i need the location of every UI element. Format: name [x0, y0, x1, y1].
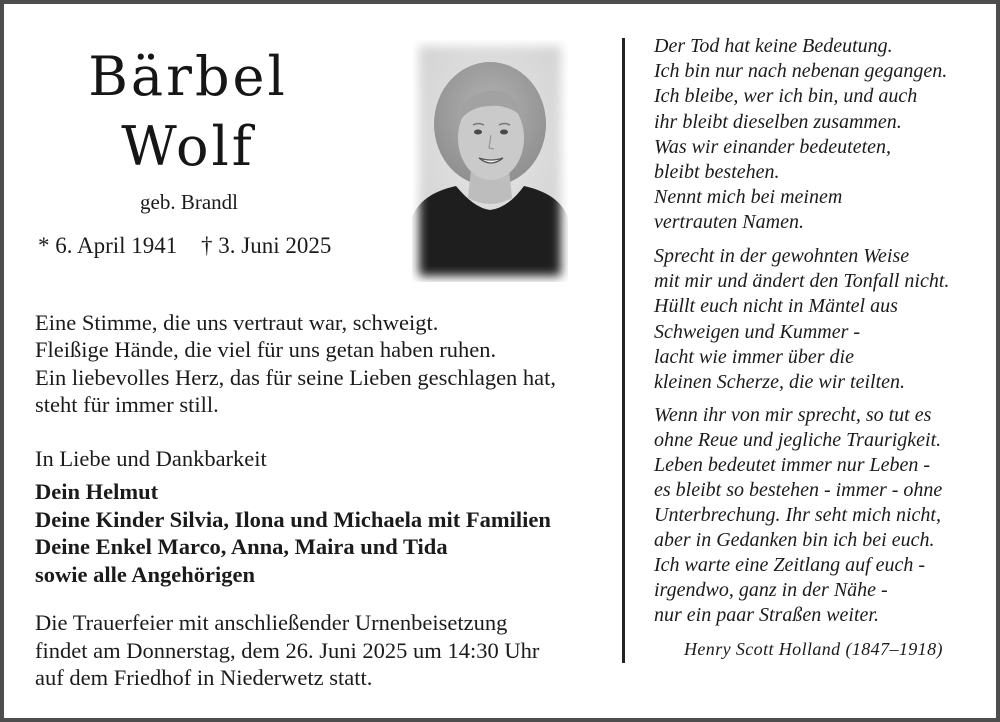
poem-stanza	[654, 403, 942, 628]
column-divider	[622, 38, 625, 663]
poem-line: Sprecht in der gewohnten Weise	[654, 245, 910, 267]
poem-line: Schweigen und Kummer -	[654, 320, 861, 343]
birth-name: geb. Brandl	[140, 190, 238, 214]
poem-line: irgendwo, ganz in der Nähe -	[654, 579, 888, 601]
poem-stanza	[654, 244, 949, 395]
last-name: Wolf	[121, 115, 255, 178]
funeral-line: Die Trauerfeier mit anschließender Urnenbeisetzung	[35, 610, 508, 635]
verse-line: Eine Stimme, die uns vertraut war, schweigt.	[35, 310, 439, 335]
poem-line: nur ein paar Straßen weiter.	[654, 604, 879, 626]
poem-line: bleibt bestehen.	[654, 161, 780, 184]
funeral-line: auf dem Friedhof in Niederwetz statt.	[35, 665, 373, 690]
dedication: In Liebe und Dankbarkeit	[35, 446, 267, 471]
poem-line: vertrauten Namen.	[654, 211, 804, 234]
portrait-photo	[412, 40, 568, 282]
poem-line: Ich warte eine Zeitlang auf euch -	[654, 554, 926, 576]
poem-line: Ich bin nur nach nebenan gegangen.	[654, 60, 948, 83]
funeral-info	[35, 609, 539, 692]
poem-line: lacht wie immer über die	[654, 345, 854, 368]
poem-line: kleinen Scherze, die wir teilten.	[654, 371, 906, 394]
poem-line: es bleibt so bestehen - immer - ohne	[654, 479, 943, 501]
poem-line: Wenn ihr von mir sprecht, so tut es	[654, 404, 932, 426]
first-name: Bärbel	[88, 45, 288, 108]
verse-line: steht für immer still.	[35, 391, 219, 417]
death-date: † 3. Juni 2025	[201, 233, 332, 258]
poem-line: Nennt mich bei meinem	[654, 186, 843, 209]
poem-line: ohne Reue und jegliche Traurigkeit.	[654, 429, 942, 451]
poem-line: Ich bleibe, wer ich bin, und auch	[654, 85, 918, 108]
poem-line: Leben bedeutet immer nur Leben -	[654, 454, 931, 476]
verse-line: Fleißige Hände, die viel für uns getan haben ruhen.	[35, 337, 497, 363]
memorial-verse	[35, 309, 556, 418]
mourner-line: Dein Helmut	[35, 479, 159, 504]
poem-attribution: Henry Scott Holland (1847–1918)	[684, 639, 943, 659]
poem-stanza	[654, 34, 947, 236]
poem-line: Hüllt euch nicht in Mäntel aus	[654, 295, 898, 318]
mourner-line: Deine Enkel Marco, Anna, Maira und Tida	[35, 534, 448, 559]
birth-date: * 6. April 1941	[38, 233, 178, 258]
poem-line: Unterbrechung. Ihr seht mich nicht,	[654, 504, 941, 526]
verse-line: Ein liebevolles Herz, das für seine Lieben geschlagen hat,	[35, 364, 557, 390]
poem-line: aber in Gedanken bin ich bei euch.	[654, 529, 935, 551]
funeral-line: findet am Donnerstag, dem 26. Juni 2025 um 14:30 Uhr	[35, 637, 540, 663]
poem-line: Der Tod hat keine Bedeutung.	[654, 35, 893, 57]
mourner-line: sowie alle Angehörigen	[35, 561, 255, 587]
poem-line: Was wir einander bedeuteten,	[654, 135, 892, 158]
poem-line: mit mir und ändert den Tonfall nicht.	[654, 270, 950, 293]
poem-line: ihr bleibt dieselben zusammen.	[654, 110, 902, 133]
mourner-line: Deine Kinder Silvia, Ilona und Michaela mit Familien	[35, 506, 551, 532]
mourners-list	[35, 478, 551, 588]
